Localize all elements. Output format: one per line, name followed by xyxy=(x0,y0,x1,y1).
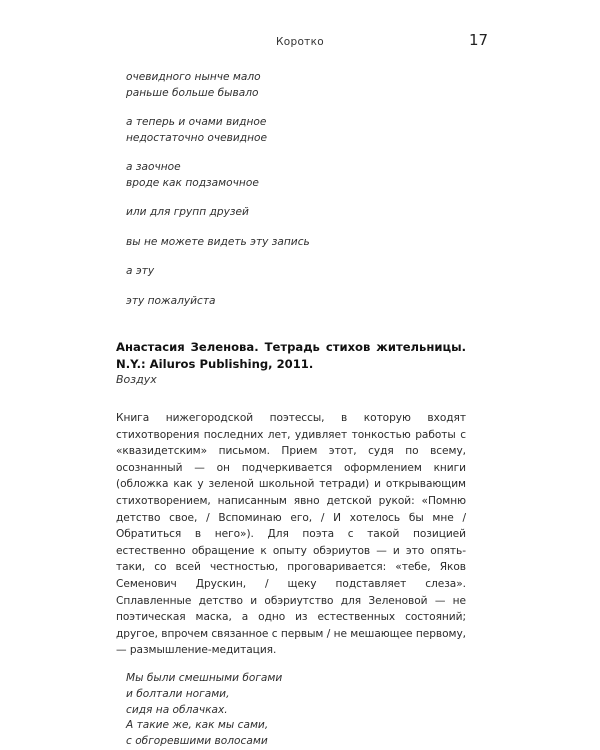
poem-line: а заочное xyxy=(126,161,181,173)
quoted-poem-line: сидя на облачках. xyxy=(126,703,228,716)
quoted-poem-line: с обгоревшими волосами xyxy=(126,735,268,748)
quoted-poem-line: А такие же, как мы сами, xyxy=(126,719,269,732)
poem-line: недостаточно очевидное xyxy=(126,131,268,144)
review-subtitle: Воздух xyxy=(116,373,157,386)
poem-stanza xyxy=(126,115,466,146)
page-content xyxy=(116,70,466,750)
poem xyxy=(126,70,466,309)
poem-line: вы не можете видеть эту запись xyxy=(126,235,310,248)
review-body: Книга нижегородской поэтессы, в которую входят стихотворения последних лет, удивляет тонкостью работы с «квазидетским» письмом. Прием этот, судя по всему, осознанный — он подчеркивается оформлением книги (обложка как у зеленой школьной тетради) и открывающим стихотворением, написанным явно детской рукой: «Помню детство свое, / Вспоминаю его, / И хотелось бы мне / Обратиться в него»). Для поэта с такой позицией естественно обращение к опыту обэриутов — и это опять-таки, со всей честностью, проговаривается: «тебе, Яков Семенович Друскин, / щеку подставляет слеза». Сплавленные детство и обэриутство для Зеленовой — не поэтическая маска, а одно из естественных состояний; другое, впрочем связанное с первым / не мешающее первому, — размышление-медитация. xyxy=(116,412,466,657)
poem-line: или для групп друзей xyxy=(126,206,249,218)
review-heading: Анастасия Зеленова. Тетрадь стихов жительницы. N.Y.: Ailuros Publishing, 2011. xyxy=(116,340,466,371)
poem-line: вроде как подзамочное xyxy=(126,176,259,189)
quoted-poem-line: Мы были смешными богами xyxy=(126,671,283,684)
poem-stanza xyxy=(126,70,466,101)
poem-stanza xyxy=(126,294,466,310)
poem-line: а эту xyxy=(126,265,155,277)
quoted-poem-line: и болтали ногами, xyxy=(126,687,230,700)
poem-line: эту пожалуйста xyxy=(126,294,216,307)
poem-line: а теперь и очами видное xyxy=(126,116,267,128)
poem-stanza xyxy=(126,160,466,191)
page-number: 17 xyxy=(469,31,489,49)
poem-stanza xyxy=(126,205,466,221)
poem-line: очевидного нынче мало xyxy=(126,71,261,83)
running-header-title: Коротко xyxy=(276,36,324,48)
quoted-poem xyxy=(126,671,466,750)
poem-stanza xyxy=(126,235,466,251)
poem-line: раньше больше бывало xyxy=(126,86,259,99)
poem-stanza xyxy=(126,264,466,280)
